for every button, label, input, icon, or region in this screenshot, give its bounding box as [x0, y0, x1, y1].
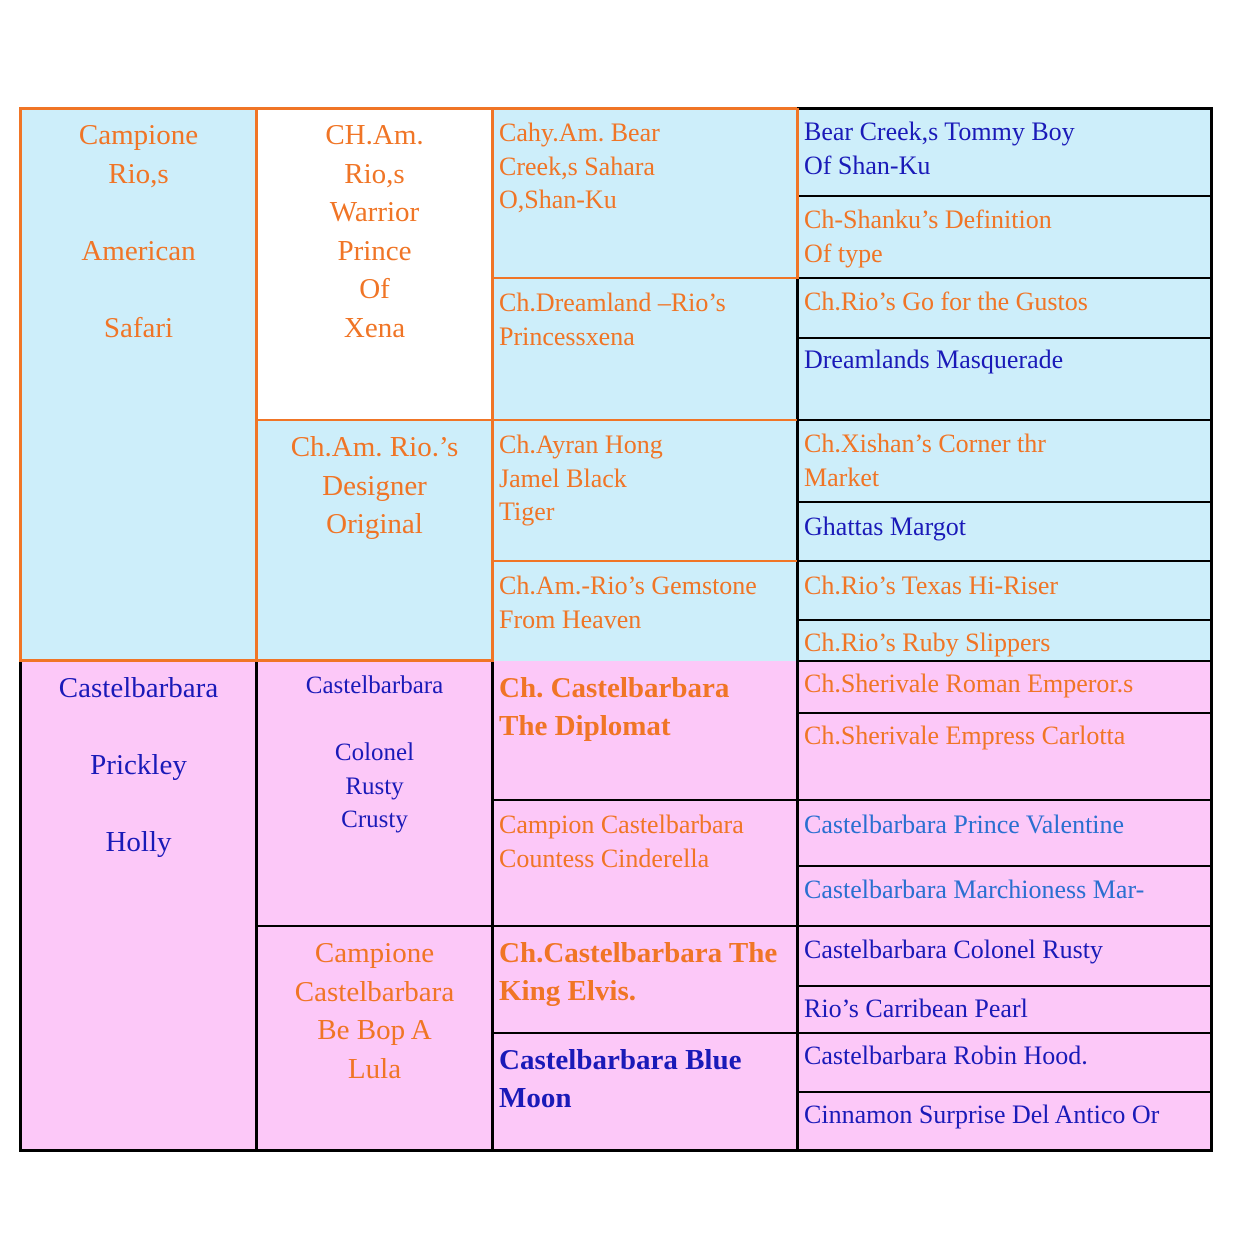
g4-cell-12 — [797, 866, 1212, 926]
orange-col-line-3-top — [796, 108, 799, 279]
col-line-1-bottom — [255, 661, 258, 1151]
g4-name-16: Cinnamon Surprise Del Antico Or — [804, 1100, 1160, 1129]
dam-sire-dam-cell — [492, 800, 797, 926]
dam-dam-dam-cell — [492, 1033, 797, 1151]
orange-g3-sep — [492, 419, 797, 421]
g4-cell-6 — [797, 502, 1212, 561]
g4-cell-1 — [797, 108, 1212, 196]
orange-border-left — [19, 107, 22, 662]
g4-cell-5 — [797, 420, 1212, 502]
g4-cell-8 — [797, 620, 1212, 661]
g4-name-6: Ghattas Margot — [804, 512, 966, 541]
g4-name-15: Castelbarbara Robin Hood. — [804, 1041, 1088, 1070]
g4-sep — [797, 985, 1212, 987]
g4-name-13: Castelbarbara Colonel Rusty — [804, 935, 1103, 964]
g4-name-8: Ch.Rio’s Ruby Slippers — [804, 628, 1051, 657]
g4-sep — [797, 501, 1212, 503]
orange-mid-line — [19, 659, 493, 662]
dds-name: Ch.Castelbarbara The King Elvis. — [499, 937, 778, 1007]
g4-name-1: Bear Creek,s Tommy Boy Of Shan-Ku — [804, 117, 1075, 180]
sire-dam-sire-cell — [492, 420, 797, 561]
sire-sire-cell — [257, 108, 492, 420]
g4-cell-16 — [797, 1092, 1212, 1151]
ddd-name: Castelbarbara Blue Moon — [499, 1044, 742, 1114]
orange-g3-top — [492, 107, 797, 110]
g4-cell-9 — [797, 661, 1212, 713]
g4-sep — [797, 619, 1212, 621]
g4-cell-4 — [797, 338, 1212, 420]
border-bottom — [19, 1149, 1213, 1152]
g4-name-9: Ch.Sherivale Roman Emperor.s — [804, 669, 1134, 698]
g4-name-7: Ch.Rio’s Texas Hi-Riser — [804, 571, 1059, 600]
g4-cell-3 — [797, 278, 1212, 338]
sire-sire-dam-cell — [492, 278, 797, 420]
g4-cell-14 — [797, 986, 1212, 1033]
g4-cell-11 — [797, 800, 1212, 866]
g4-sep — [797, 277, 1212, 279]
g4-name-12: Castelbarbara Marchioness Mar- — [804, 875, 1145, 904]
sire-sire-sire-cell — [492, 108, 797, 278]
dss-name: Ch. Castelbarbara The Diplomat — [499, 672, 730, 742]
dam-dam-sire-cell — [492, 926, 797, 1033]
sire-dam-cell — [257, 420, 492, 661]
sdd-name: Ch.Am.-Rio’s Gemstone From Heaven — [499, 571, 757, 634]
g4-sep — [797, 660, 1212, 662]
dam-name: Castelbarbara Prickley Holly — [58, 672, 219, 858]
g4-cell-10 — [797, 713, 1212, 800]
g4-sep — [797, 195, 1212, 197]
dam-sire-name: Castelbarbara Colonel Rusty Crusty — [305, 672, 444, 833]
g4-name-3: Ch.Rio’s Go for the Gustos — [804, 287, 1088, 316]
orange-g3-sep — [492, 277, 797, 279]
g4-name-14: Rio’s Carribean Pearl — [804, 994, 1028, 1023]
dam-sire-sire-cell — [492, 661, 797, 800]
dam-sire-cell — [257, 661, 492, 926]
dam-dam-cell — [257, 926, 492, 1151]
orange-g3-sep — [492, 560, 797, 562]
g4-sep — [797, 865, 1212, 867]
g3-g4-sep — [492, 799, 1212, 801]
g4-name-2: Ch-Shanku’s Definition Of type — [804, 205, 1052, 268]
border-left-bottom — [19, 660, 22, 1152]
dsd-name: Campion Castelbarbara Countess Cinderella — [499, 810, 744, 873]
dam-dam-name: Campione Castelbarbara Be Bop A Lula — [294, 937, 455, 1085]
g2-g4-sep — [257, 925, 1212, 927]
g4-name-10: Ch.Sherivale Empress Carlotta — [804, 721, 1126, 750]
g4-sep — [797, 337, 1212, 339]
border-right — [1210, 107, 1213, 1152]
sire-dam-name: Ch.Am. Rio.’s Designer Original — [290, 431, 459, 540]
g4-sep — [797, 1091, 1212, 1093]
g3-g4-sep — [492, 1032, 1212, 1034]
g4-cell-15 — [797, 1033, 1212, 1092]
orange-col-line-1 — [255, 107, 258, 662]
sire-cell — [20, 108, 257, 661]
g4-cell-7 — [797, 561, 1212, 620]
sire-name: Campione Rio,s American Safari — [78, 119, 199, 344]
sire-sire-name: CH.Am. Rio,s Warrior Prince Of Xena — [325, 119, 424, 344]
col-line-2-bottom — [491, 661, 494, 1151]
g4-name-5: Ch.Xishan’s Corner thr Market — [804, 429, 1046, 492]
dam-cell — [20, 661, 257, 1151]
ssd-name: Ch.Dreamland –Rio’s Princessxena — [499, 288, 726, 351]
g4-cell-13 — [797, 926, 1212, 986]
sss-name: Cahy.Am. Bear Creek,s Sahara O,Shan-Ku — [499, 118, 660, 214]
g4-name-11: Castelbarbara Prince Valentine — [804, 810, 1125, 839]
sds-name: Ch.Ayran Hong Jamel Black Tiger — [499, 430, 663, 526]
g4-sep — [797, 712, 1212, 714]
g4-name-4: Dreamlands Masquerade — [804, 345, 1064, 374]
orange-col-line-2 — [491, 107, 494, 662]
sire-dam-dam-cell — [492, 561, 797, 661]
g4-cell-2 — [797, 196, 1212, 278]
orange-g2-sep — [257, 419, 492, 421]
